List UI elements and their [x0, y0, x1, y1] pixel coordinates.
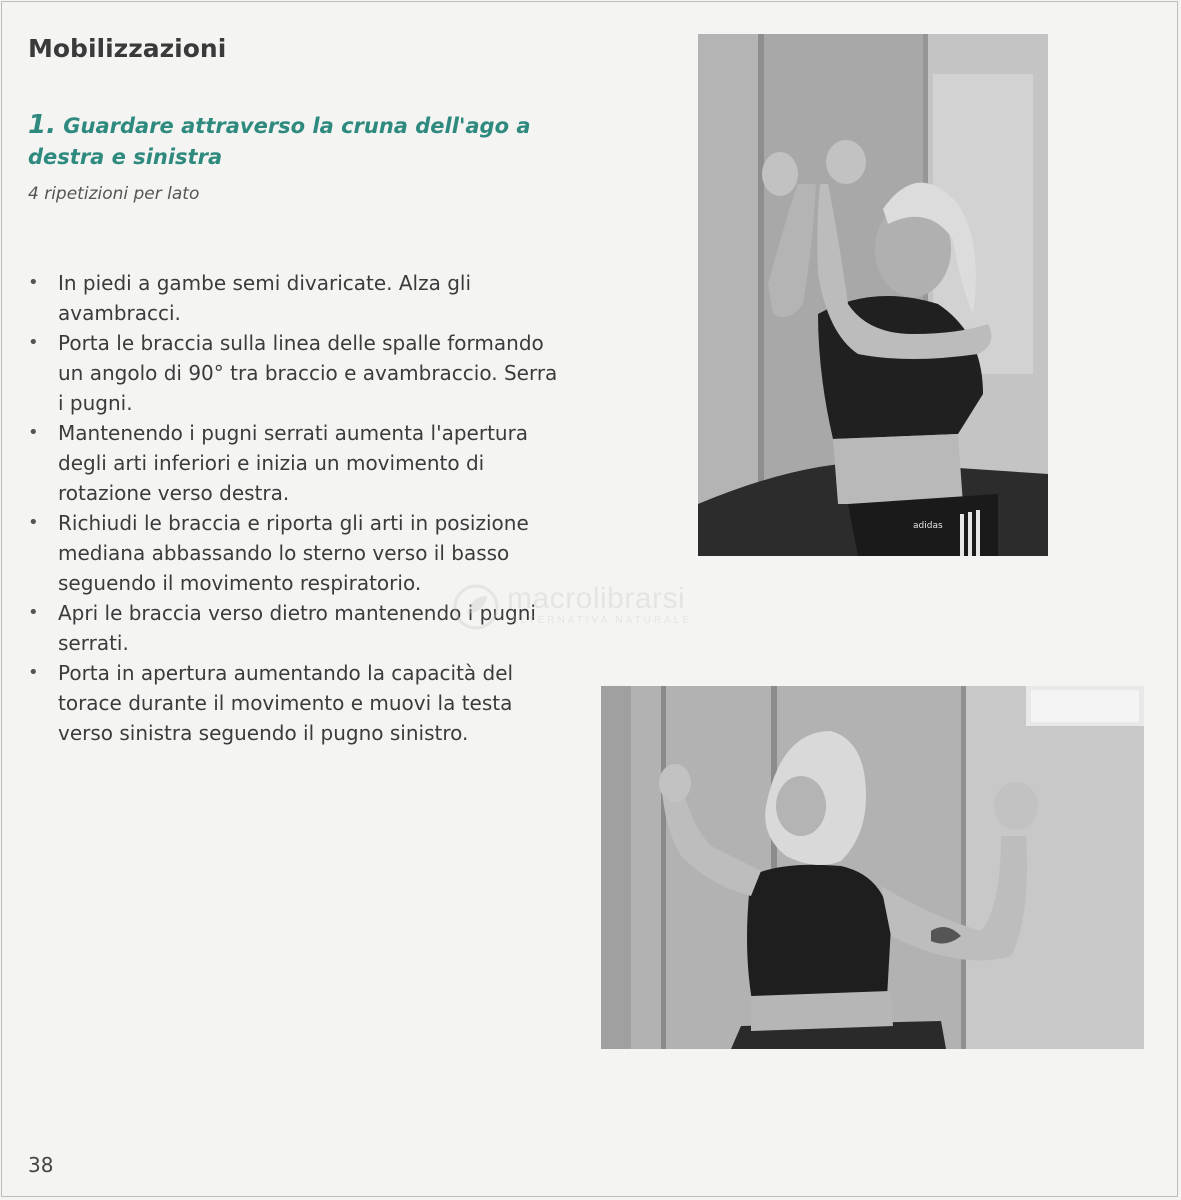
bullet-icon: • — [28, 512, 39, 533]
watermark-brand: macrolibrarsi — [507, 582, 686, 615]
bullet-icon: • — [28, 332, 39, 353]
bullet-icon: • — [28, 422, 39, 443]
list-item: • In piedi a gambe semi divaricate. Alza gli avambracci. — [28, 268, 568, 328]
exercise-photo-front — [698, 34, 1048, 556]
bullet-icon: • — [28, 272, 39, 293]
exercise-photo-side — [601, 686, 1144, 1049]
shorts-logo-text: adidas — [913, 521, 943, 531]
bullet-icon: • — [28, 662, 39, 683]
exercise-title — [28, 110, 548, 173]
watermark-tagline: ALTERNATIVA NATURALE — [511, 615, 692, 626]
bullet-icon: • — [28, 602, 39, 623]
list-item: • Porta in apertura aumentando la capacità del torace durante il movimento e muovi la testa verso sinistra seguendo il pugno sinistro. — [28, 658, 568, 748]
steps-list — [28, 268, 568, 748]
exercise-title-text: Guardare attraverso la cruna dell'ago a destra e sinistra — [28, 114, 531, 169]
list-item: • Mantenendo i pugni serrati aumenta l'apertura degli arti inferiori e inizia un movimento di rotazione verso destra. — [28, 418, 568, 508]
list-item: • Richiudi le braccia e riporta gli arti in posizione mediana abbassando lo sterno verso il basso seguendo il movimento respiratorio. — [28, 508, 568, 598]
list-item: • Apri le braccia verso dietro mantenendo i pugni serrati. — [28, 598, 568, 658]
repetitions-note: 4 ripetizioni per lato — [28, 184, 200, 204]
section-title: Mobilizzazioni — [28, 34, 227, 63]
list-item: • Porta le braccia sulla linea delle spalle formando un angolo di 90° tra braccio e avambraccio. Serra i pugni. — [28, 328, 568, 418]
page-number: 38 — [28, 1153, 54, 1177]
exercise-number: 1. — [28, 110, 56, 140]
